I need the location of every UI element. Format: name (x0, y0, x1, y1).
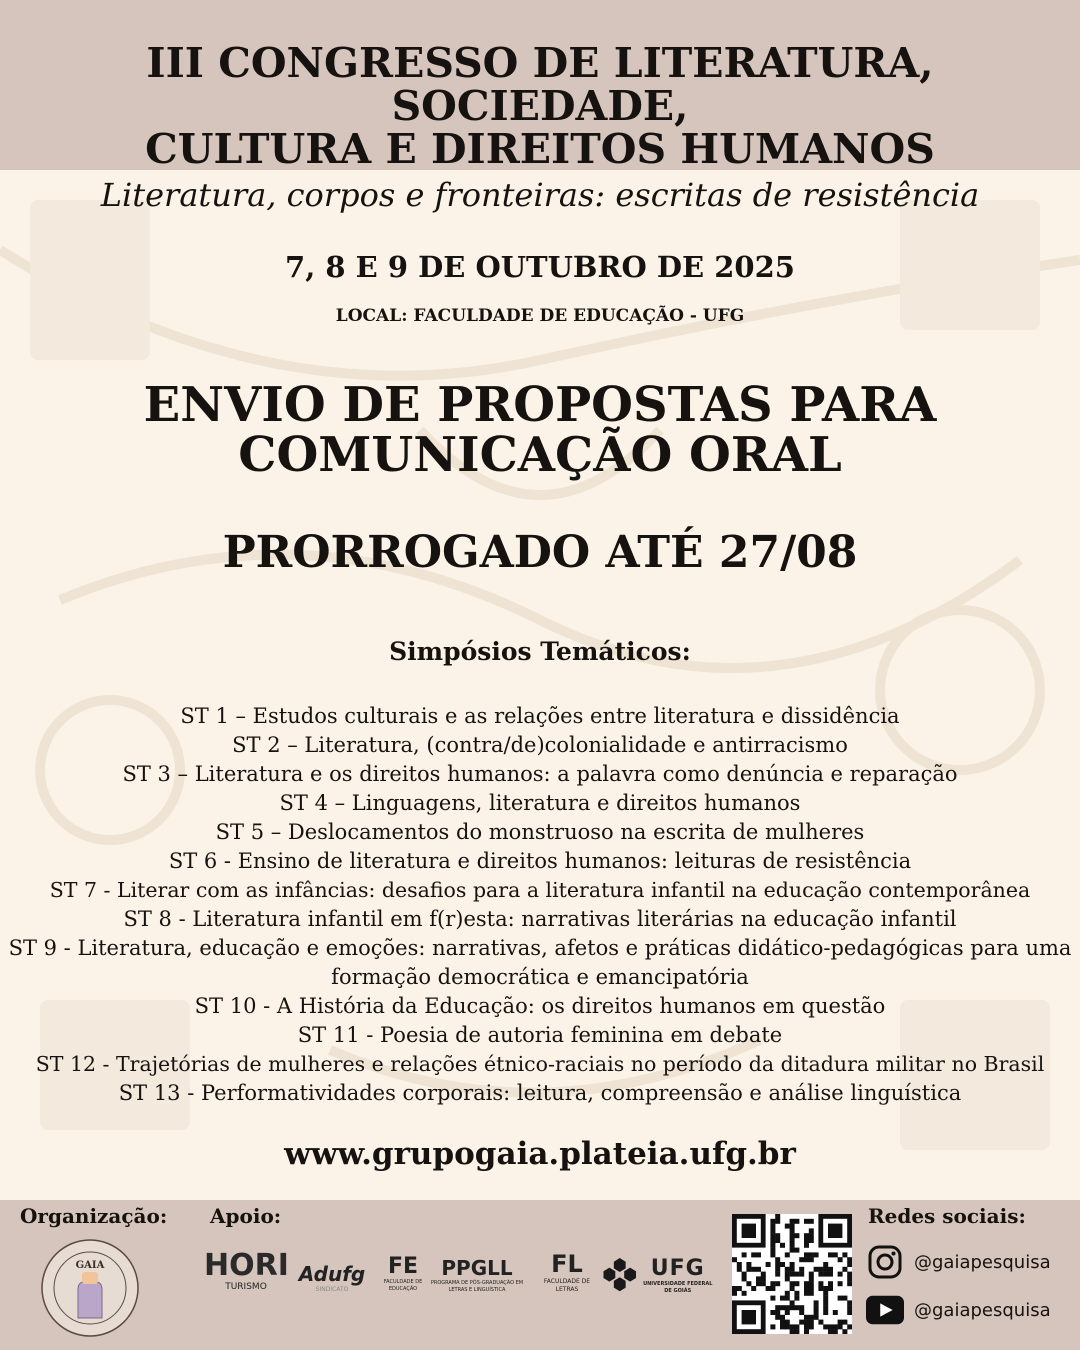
congress-title-line1: III CONGRESSO DE LITERATURA, SOCIEDADE, (146, 39, 934, 130)
ppgll-logo (424, 1256, 530, 1294)
ufg-name: UFG (650, 1255, 705, 1281)
list-item: ST 10 - A História da Educação: os direitos humanos em questão (194, 994, 886, 1018)
ufg-logo (602, 1250, 714, 1300)
ufg-hexagon-icon (602, 1250, 637, 1300)
fl-logo (538, 1250, 596, 1294)
list-item: ST 6 - Ensino de literatura e direitos humanos: leituras de resistência (168, 849, 912, 873)
ppgll-sub: PROGRAMA DE PÓS-GRADUAÇÃO EM LETRAS E LINGUÍSTICA (430, 1280, 524, 1293)
ufg-sub: UNIVERSIDADE FEDERAL DE GOIÁS (643, 1280, 713, 1294)
instagram-handle: @gaiapesquisa (914, 1251, 1051, 1273)
hori-sub: TURISMO (225, 1282, 267, 1292)
subtitle: Literatura, corpos e fronteiras: escritas de resistência (100, 176, 980, 214)
adufg-logo (298, 1262, 366, 1293)
list-item: ST 4 – Linguagens, literatura e direitos humanos (279, 791, 801, 815)
list-item: ST 9 - Literatura, educação e emoções: narrativas, afetos e práticas didático-pedagógicas para uma formação democrática e emancipatória (8, 936, 1072, 989)
fe-name: FE (387, 1254, 419, 1279)
hori-logo (204, 1250, 288, 1292)
youtube-icon (866, 1292, 904, 1328)
instagram-icon (866, 1244, 904, 1280)
event-dates: 7, 8 E 9 DE OUTUBRO DE 2025 (285, 250, 795, 284)
fl-name: FL (551, 1250, 583, 1278)
title-banner (0, 0, 1080, 173)
symposia-heading: Simpósios Temáticos: (389, 637, 691, 666)
qr-code[interactable] (732, 1214, 852, 1334)
congress-title-line2: CULTURA E DIREITOS HUMANOS (145, 125, 935, 173)
list-item: ST 3 – Literatura e os direitos humanos: a palavra como denúncia e reparação (122, 762, 958, 786)
deadline: PRORROGADO ATÉ 27/08 (222, 527, 858, 578)
list-item: ST 5 – Deslocamentos do monstruoso na escrita de mulheres (215, 820, 865, 844)
youtube-link[interactable] (866, 1292, 1051, 1328)
symposia-list (0, 702, 1080, 1108)
ppgll-name: PPGLL (441, 1256, 513, 1280)
fl-sub: FACULDADE DE LETRAS (543, 1278, 591, 1293)
headline-line2: COMUNICAÇÃO ORAL (238, 427, 842, 483)
list-item: ST 7 - Literar com as infâncias: desafios para a literatura infantil na educação contemporânea (49, 878, 1031, 902)
headline (0, 377, 1080, 483)
list-item: ST 8 - Literatura infantil em f(r)esta: narrativas literárias na educação infantil (123, 907, 957, 931)
organizacao-label: Organização: (20, 1204, 168, 1228)
list-item: ST 13 - Performatividades corporais: leitura, compreensão e análise linguística (118, 1081, 962, 1105)
list-item: ST 12 - Trajetórias de mulheres e relações étnico-raciais no período da ditadura militar no Brasil (35, 1052, 1045, 1076)
redes-label: Redes sociais: (868, 1204, 1026, 1228)
congress-title (0, 0, 1080, 171)
gaia-logo-text: GAIA (75, 1260, 105, 1271)
event-location: LOCAL: FACULDADE DE EDUCAÇÃO - UFG (335, 306, 745, 326)
hori-name: HORI (204, 1248, 289, 1283)
fe-sub: FACULDADE DE EDUCAÇÃO (383, 1279, 423, 1292)
list-item: ST 1 – Estudos culturais e as relações entre literatura e dissidência (180, 704, 900, 728)
headline-line1: ENVIO DE PROPOSTAS PARA (143, 377, 937, 433)
adufg-sub: SINDICATO (315, 1286, 349, 1293)
instagram-link[interactable] (866, 1244, 1051, 1280)
website-link[interactable]: www.grupogaia.plateia.ufg.br (284, 1136, 796, 1172)
list-item: ST 11 - Poesia de autoria feminina em debate (297, 1023, 783, 1047)
gaia-logo (40, 1238, 140, 1338)
list-item: ST 2 – Literatura, (contra/de)colonialidade e antirracismo (232, 733, 848, 757)
adufg-name: Adufg (298, 1262, 366, 1286)
apoio-label: Apoio: (210, 1204, 282, 1228)
youtube-handle: @gaiapesquisa (914, 1299, 1051, 1321)
